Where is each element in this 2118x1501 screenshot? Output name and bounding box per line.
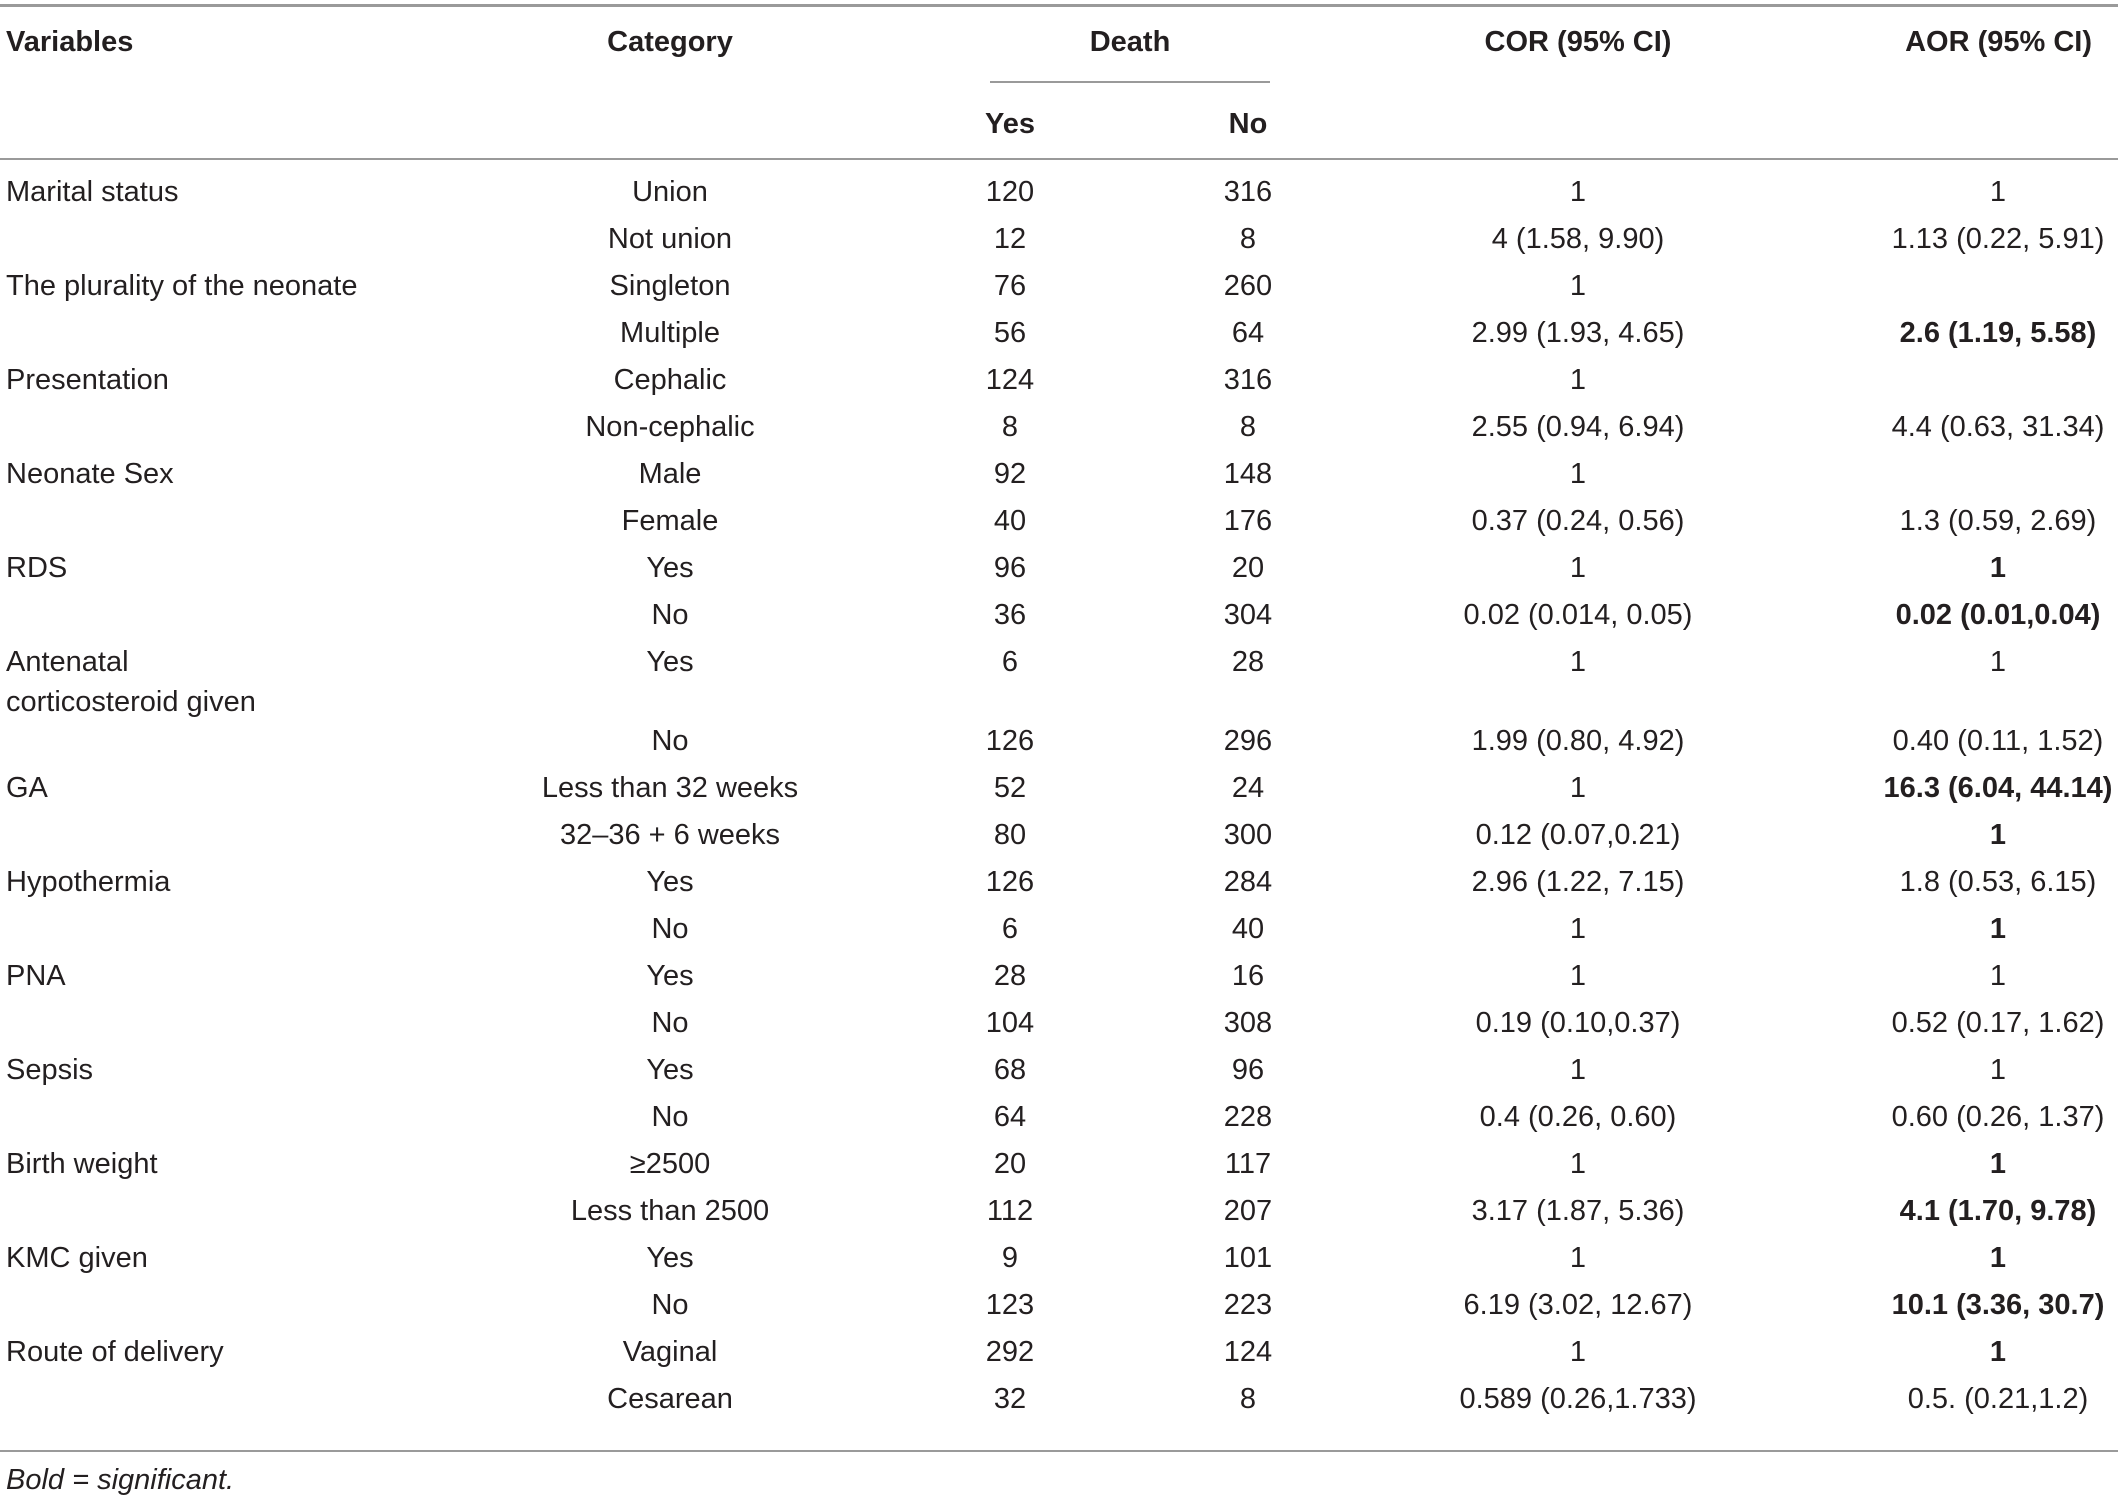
cell-death-yes: 20 bbox=[993, 1148, 1027, 1180]
cell-category: Not union bbox=[607, 223, 733, 255]
cell-death-no: 8 bbox=[1239, 1383, 1257, 1415]
cell-death-yes: 76 bbox=[993, 270, 1027, 302]
cell-category: Female bbox=[621, 505, 719, 537]
header-cor: COR (95% CI) bbox=[1484, 26, 1672, 58]
cell-aor: 1 bbox=[1989, 819, 2007, 851]
cell-death-yes: 292 bbox=[985, 1336, 1035, 1368]
cell-category: Male bbox=[638, 458, 702, 490]
cell-death-no: 300 bbox=[1223, 819, 1273, 851]
header-death: Death bbox=[1089, 26, 1171, 58]
cell-variable: The plurality of the neonate bbox=[6, 270, 358, 302]
cell-cor: 1 bbox=[1569, 960, 1587, 992]
cell-category: Multiple bbox=[620, 317, 720, 349]
cell-death-no: 101 bbox=[1223, 1242, 1273, 1274]
cell-category: 32–36 + 6 weeks bbox=[559, 819, 781, 851]
cell-death-yes: 92 bbox=[993, 458, 1027, 490]
cell-category: Yes bbox=[646, 646, 694, 678]
cell-cor: 1 bbox=[1569, 646, 1587, 678]
cell-cor: 6.19 (3.02, 12.67) bbox=[1463, 1289, 1693, 1321]
cell-aor: 0.5. (0.21,1.2) bbox=[1907, 1383, 2089, 1415]
cell-cor: 2.99 (1.93, 4.65) bbox=[1471, 317, 1685, 349]
cell-aor: 0.60 (0.26, 1.37) bbox=[1891, 1101, 2105, 1133]
cell-variable: Birth weight bbox=[6, 1148, 158, 1180]
cell-death-no: 308 bbox=[1223, 1007, 1273, 1039]
cell-cor: 0.4 (0.26, 0.60) bbox=[1479, 1101, 1677, 1133]
cell-cor: 0.37 (0.24, 0.56) bbox=[1471, 505, 1685, 537]
cell-cor: 1 bbox=[1569, 364, 1587, 396]
header-aor: AOR (95% CI) bbox=[1905, 26, 2092, 58]
cell-variable: Sepsis bbox=[6, 1054, 94, 1086]
cell-cor: 0.12 (0.07,0.21) bbox=[1475, 819, 1681, 851]
cell-aor: 1 bbox=[1989, 913, 2007, 945]
cell-death-yes: 56 bbox=[993, 317, 1027, 349]
cell-death-no: 223 bbox=[1223, 1289, 1273, 1321]
cell-cor: 3.17 (1.87, 5.36) bbox=[1471, 1195, 1685, 1227]
cell-cor: 4 (1.58, 9.90) bbox=[1491, 223, 1665, 255]
cell-aor: 1 bbox=[1989, 176, 2007, 208]
cell-aor: 4.4 (0.63, 31.34) bbox=[1891, 411, 2105, 443]
cell-category: Yes bbox=[646, 866, 694, 898]
header-category: Category bbox=[607, 26, 733, 58]
cell-category: Union bbox=[632, 176, 708, 208]
cell-death-yes: 28 bbox=[993, 960, 1027, 992]
cell-death-yes: 9 bbox=[1001, 1242, 1019, 1274]
cell-category: Less than 2500 bbox=[570, 1195, 770, 1227]
cell-death-yes: 126 bbox=[985, 866, 1035, 898]
cell-death-no: 284 bbox=[1223, 866, 1273, 898]
cell-aor: 16.3 (6.04, 44.14) bbox=[1883, 772, 2113, 804]
cell-category: Yes bbox=[646, 552, 694, 584]
header-variables: Variables bbox=[6, 26, 134, 58]
cell-death-yes: 52 bbox=[993, 772, 1027, 804]
cell-cor: 2.55 (0.94, 6.94) bbox=[1471, 411, 1685, 443]
table-top-rule bbox=[0, 4, 2118, 7]
cell-death-yes: 32 bbox=[993, 1383, 1027, 1415]
cell-variable: GA bbox=[6, 772, 48, 804]
cell-death-no: 24 bbox=[1231, 772, 1265, 804]
table-footnote: Bold = significant. bbox=[6, 1464, 235, 1496]
cell-death-yes: 12 bbox=[993, 223, 1027, 255]
cell-death-no: 117 bbox=[1224, 1148, 1272, 1180]
cell-cor: 1 bbox=[1569, 913, 1587, 945]
cell-death-no: 304 bbox=[1223, 599, 1273, 631]
cell-death-no: 228 bbox=[1223, 1101, 1273, 1133]
cell-death-no: 40 bbox=[1231, 913, 1265, 945]
cell-death-yes: 6 bbox=[1001, 913, 1019, 945]
cell-death-yes: 68 bbox=[993, 1054, 1027, 1086]
cell-cor: 1 bbox=[1569, 1242, 1587, 1274]
cell-category: Vaginal bbox=[622, 1336, 718, 1368]
cell-death-yes: 104 bbox=[985, 1007, 1035, 1039]
cell-cor: 1 bbox=[1569, 176, 1587, 208]
cell-death-yes: 124 bbox=[985, 364, 1035, 396]
cell-death-yes: 126 bbox=[985, 725, 1035, 757]
cell-variable: Presentation bbox=[6, 364, 169, 396]
cell-category: Cesarean bbox=[607, 1383, 733, 1415]
cell-death-no: 28 bbox=[1231, 646, 1265, 678]
cell-aor: 1 bbox=[1989, 552, 2007, 584]
cell-aor: 0.02 (0.01,0.04) bbox=[1895, 599, 2101, 631]
cell-category: No bbox=[651, 599, 689, 631]
cell-cor: 0.02 (0.014, 0.05) bbox=[1463, 599, 1693, 631]
cell-death-yes: 112 bbox=[986, 1195, 1034, 1227]
cell-cor: 0.589 (0.26,1.733) bbox=[1459, 1383, 1697, 1415]
cell-category: No bbox=[651, 1289, 689, 1321]
cell-category: Singleton bbox=[609, 270, 731, 302]
header-bottom-rule bbox=[0, 158, 2118, 160]
cell-cor: 2.96 (1.22, 7.15) bbox=[1471, 866, 1685, 898]
cell-death-no: 64 bbox=[1231, 317, 1265, 349]
cell-cor: 1 bbox=[1569, 552, 1587, 584]
cell-category: Yes bbox=[646, 1054, 694, 1086]
cell-category: Cephalic bbox=[613, 364, 727, 396]
cell-category: No bbox=[651, 913, 689, 945]
cell-variable: RDS bbox=[6, 552, 68, 584]
cell-aor: 1.8 (0.53, 6.15) bbox=[1899, 866, 2097, 898]
cell-death-yes: 40 bbox=[993, 505, 1027, 537]
cell-aor: 1.3 (0.59, 2.69) bbox=[1899, 505, 2097, 537]
cell-variable: KMC given bbox=[6, 1242, 148, 1274]
cell-aor: 2.6 (1.19, 5.58) bbox=[1899, 317, 2097, 349]
cell-death-yes: 6 bbox=[1001, 646, 1019, 678]
cell-cor: 1 bbox=[1569, 1336, 1587, 1368]
cell-death-yes: 123 bbox=[985, 1289, 1035, 1321]
cell-death-yes: 64 bbox=[993, 1101, 1027, 1133]
header-death-yes: Yes bbox=[985, 108, 1035, 140]
cell-death-yes: 120 bbox=[985, 176, 1035, 208]
cell-death-no: 296 bbox=[1223, 725, 1273, 757]
cell-death-no: 20 bbox=[1231, 552, 1265, 584]
cell-cor: 1 bbox=[1569, 1054, 1587, 1086]
cell-variable: Route of delivery bbox=[6, 1336, 224, 1368]
header-death-no: No bbox=[1228, 108, 1268, 140]
cell-death-no: 16 bbox=[1231, 960, 1265, 992]
cell-variable-line2: corticosteroid given bbox=[6, 686, 256, 718]
cell-aor: 1 bbox=[1989, 646, 2007, 678]
cell-category: No bbox=[651, 1007, 689, 1039]
cell-aor: 1 bbox=[1989, 960, 2007, 992]
cell-death-no: 260 bbox=[1223, 270, 1273, 302]
cell-variable: Marital status bbox=[6, 176, 179, 208]
cell-cor: 1 bbox=[1569, 772, 1587, 804]
cell-aor: 1 bbox=[1989, 1148, 2007, 1180]
cell-category: No bbox=[651, 1101, 689, 1133]
cell-death-yes: 8 bbox=[1001, 411, 1019, 443]
table-bottom-rule bbox=[0, 1450, 2118, 1452]
cell-category: ≥2500 bbox=[629, 1148, 711, 1180]
cell-aor: 0.52 (0.17, 1.62) bbox=[1891, 1007, 2105, 1039]
cell-death-no: 8 bbox=[1239, 411, 1257, 443]
cell-death-no: 316 bbox=[1223, 176, 1273, 208]
cell-variable: Hypothermia bbox=[6, 866, 171, 898]
cell-cor: 0.19 (0.10,0.37) bbox=[1475, 1007, 1681, 1039]
cell-cor: 1 bbox=[1569, 458, 1587, 490]
cell-death-no: 124 bbox=[1223, 1336, 1273, 1368]
cell-death-no: 176 bbox=[1223, 505, 1273, 537]
cell-aor: 1 bbox=[1989, 1054, 2007, 1086]
cell-cor: 1 bbox=[1569, 1148, 1587, 1180]
cell-cor: 1.99 (0.80, 4.92) bbox=[1471, 725, 1685, 757]
cell-category: Non-cephalic bbox=[585, 411, 755, 443]
cell-aor: 1.13 (0.22, 5.91) bbox=[1891, 223, 2105, 255]
cell-death-no: 207 bbox=[1223, 1195, 1273, 1227]
cell-death-yes: 80 bbox=[993, 819, 1027, 851]
cell-aor: 4.1 (1.70, 9.78) bbox=[1899, 1195, 2097, 1227]
cell-aor: 10.1 (3.36, 30.7) bbox=[1891, 1289, 2105, 1321]
cell-death-no: 8 bbox=[1239, 223, 1257, 255]
cell-variable: Neonate Sex bbox=[6, 458, 174, 490]
cell-death-yes: 36 bbox=[993, 599, 1027, 631]
cell-category: Yes bbox=[646, 960, 694, 992]
cell-category: No bbox=[651, 725, 689, 757]
cell-death-no: 96 bbox=[1231, 1054, 1265, 1086]
cell-variable: Antenatal bbox=[6, 646, 129, 678]
cell-death-yes: 96 bbox=[993, 552, 1027, 584]
cell-death-no: 316 bbox=[1223, 364, 1273, 396]
cell-cor: 1 bbox=[1569, 270, 1587, 302]
cell-category: Less than 32 weeks bbox=[541, 772, 799, 804]
cell-category: Yes bbox=[646, 1242, 694, 1274]
death-header-rule bbox=[990, 81, 1270, 83]
cell-aor: 1 bbox=[1989, 1336, 2007, 1368]
cell-variable: PNA bbox=[6, 960, 66, 992]
cell-death-no: 148 bbox=[1223, 458, 1273, 490]
cell-aor: 0.40 (0.11, 1.52) bbox=[1892, 725, 2104, 757]
cell-aor: 1 bbox=[1989, 1242, 2007, 1274]
